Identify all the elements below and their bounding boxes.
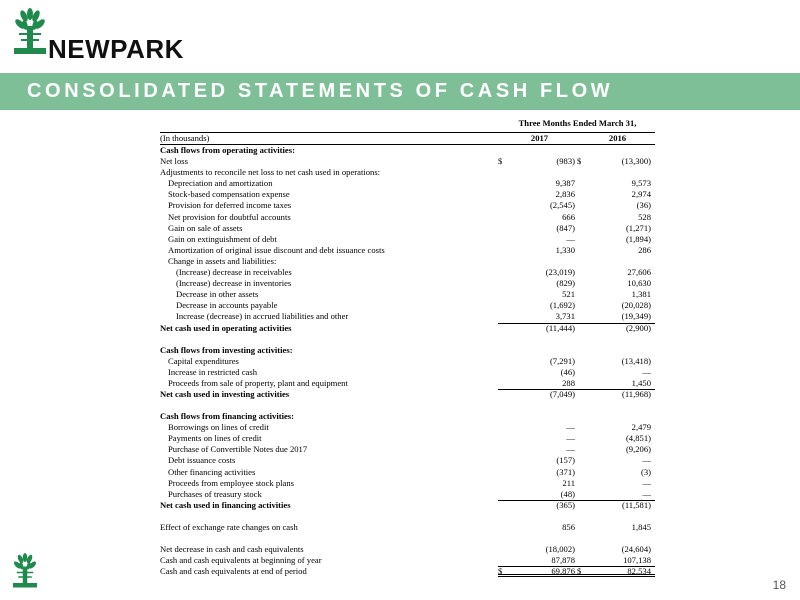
statement-row: Debt issuance costs (157) — <box>168 455 651 466</box>
cash-flow-statement <box>160 118 655 577</box>
statement-row: Increase in restricted cash (46) — <box>168 366 651 377</box>
statement-row: Gain on extinguishment of debt — (1,894) <box>168 233 651 244</box>
derrick-tree-icon <box>10 8 50 56</box>
page-number: 18 <box>772 578 786 592</box>
statement-row-ending-cash: Cash and cash equivalents at end of period $ 69,876 $ 82,534 <box>160 566 655 577</box>
spacer <box>160 533 655 544</box>
period-header: Three Months Ended March 31, <box>518 118 637 128</box>
section-header-financing: Cash flows from financing activities: <box>160 411 294 422</box>
total-row-investing: Net cash used in investing activities (7,049) (11,968) <box>160 389 655 400</box>
section-header-investing: Cash flows from investing activities: <box>160 344 293 355</box>
statement-row-net-loss: Net loss $ (983) $ (13,300) <box>160 156 651 167</box>
newpark-logo <box>10 8 184 64</box>
statement-row: Payments on lines of credit — (4,851) <box>168 433 651 444</box>
statement-row: (Increase) decrease in inventories (829) 10,630 <box>176 278 651 289</box>
statement-row: Proceeds from employee stock plans 211 — <box>168 477 651 488</box>
unit-label: (In thousands) <box>160 133 210 143</box>
statement-row: Stock-based compensation expense 2,836 2,974 <box>168 189 651 200</box>
changes-label: Change in assets and liabilities: <box>168 255 277 266</box>
statement-row: Capital expenditures (7,291) (13,418) <box>168 355 651 366</box>
statement-row: Provision for deferred income taxes (2,545) (36) <box>168 200 651 211</box>
statement-row: Gain on sale of assets (847) (1,271) <box>168 222 651 233</box>
statement-row: Increase (decrease) in accrued liabilities and other 3,731 (19,349) <box>176 311 651 322</box>
statement-row: Decrease in accounts payable (1,692) (20,028) <box>176 300 651 311</box>
footer-logo <box>10 553 40 594</box>
statement-row: Proceeds from sale of property, plant and equipment 288 1,450 <box>168 377 651 388</box>
total-row-financing: Net cash used in financing activities (365) (11,581) <box>160 500 655 511</box>
spacer <box>160 400 655 411</box>
statement-row: Amortization of original issue discount and debt issuance costs 1,330 286 <box>168 244 651 255</box>
column-header-row <box>160 132 655 145</box>
year-2017-header: 2017 <box>530 133 549 143</box>
statement-row-net-decrease: Net decrease in cash and cash equivalents (18,002) (24,604) <box>160 544 651 554</box>
spacer <box>160 334 655 345</box>
statement-row: Purchase of Convertible Notes due 2017 — (9,206) <box>168 444 651 455</box>
statement-row: Depreciation and amortization 9,387 9,573 <box>168 178 651 189</box>
statement-row-fx-effect: Effect of exchange rate changes on cash 856 1,845 <box>160 521 651 532</box>
statement-row: (Increase) decrease in receivables (23,019) 27,606 <box>176 267 651 278</box>
adjustments-label: Adjustments to reconcile net loss to net cash used in operations: <box>160 167 381 178</box>
derrick-tree-icon <box>10 553 40 589</box>
title-banner <box>0 73 800 110</box>
year-2016-header: 2016 <box>608 133 627 143</box>
statement-row-beginning-cash: Cash and cash equivalents at beginning of year 87,878 107,138 <box>160 555 651 566</box>
statement-row: Purchases of treasury stock (48) — <box>168 488 651 499</box>
period-header-row <box>160 118 655 132</box>
spacer <box>160 511 655 522</box>
total-row-operating: Net cash used in operating activities (11,444) (2,900) <box>160 323 655 334</box>
brand-name: NEWPARK <box>48 34 184 64</box>
statement-row: Borrowings on lines of credit — 2,479 <box>168 422 651 433</box>
page-title: CONSOLIDATED STATEMENTS OF CASH FLOW <box>27 80 614 102</box>
section-header-operating: Cash flows from operating activities: <box>160 145 295 155</box>
statement-row: Net provision for doubtful accounts 666 528 <box>168 211 651 222</box>
statement-row: Other financing activities (371) (3) <box>168 466 651 477</box>
statement-row: Decrease in other assets 521 1,381 <box>176 289 651 300</box>
